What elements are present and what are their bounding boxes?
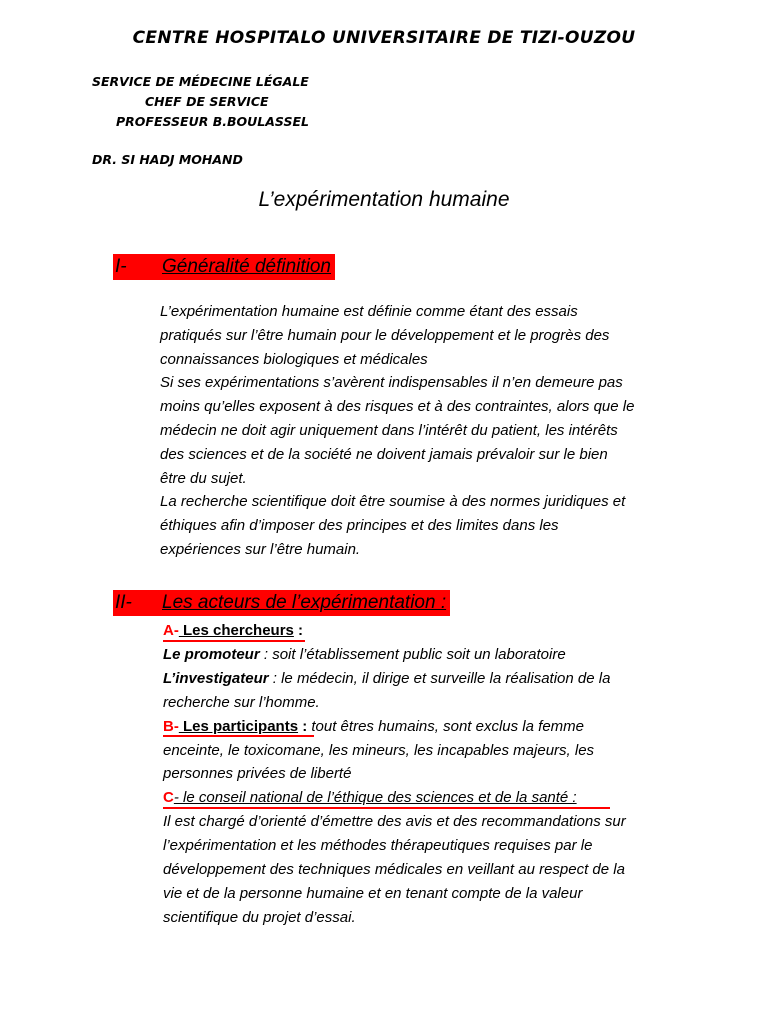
- role-investigateur: L’investigateur: [163, 669, 269, 687]
- document-title: L’expérimentation humaine: [258, 188, 510, 211]
- role-text: : le médecin, il dirige et surveille la réalisation de la: [268, 669, 611, 687]
- body-line: recherche sur l’homme.: [163, 693, 320, 711]
- sub-heading-suffix: :: [293, 622, 304, 639]
- body-line: des sciences et de la société ne doivent jamais prévaloir sur le bien: [160, 445, 608, 463]
- section-2-number: II-: [115, 592, 132, 613]
- section-2-body: [163, 619, 723, 930]
- body-line: La recherche scientifique doit être soumise à des normes juridiques et: [160, 493, 626, 511]
- institution-title: CENTRE HOSPITALO UNIVERSITAIRE DE TIZI-OUZOU: [132, 28, 636, 48]
- role-promoteur: Le promoteur: [163, 645, 260, 663]
- participants-text: tout êtres humains, sont exclus la femme: [307, 717, 584, 735]
- role-text: : soit l’établissement public soit un laboratoire: [259, 645, 566, 663]
- body-line: enceinte, le toxicomane, les mineurs, les incapables majeurs, les: [163, 741, 595, 759]
- chef-line: CHEF DE SERVICE: [145, 94, 269, 109]
- body-line: être du sujet.: [160, 469, 247, 487]
- body-line: éthiques afin d’imposer des principes et des limites dans les: [160, 517, 559, 535]
- professeur-line: PROFESSEUR B.BOULASSEL: [116, 114, 309, 129]
- sub-heading-label: Les participants: [178, 717, 299, 735]
- underline-b: [163, 735, 314, 737]
- body-line: scientifique du projet d’essai.: [163, 908, 356, 926]
- conseil-heading: - le conseil national de l’éthique des sciences et de la santé :: [173, 789, 577, 807]
- service-line: SERVICE DE MÉDECINE LÉGALE: [92, 74, 309, 89]
- sub-heading-letter: C: [163, 789, 174, 807]
- body-line: moins qu’elles exposent à des risques et à des contraintes, alors que le: [160, 398, 635, 416]
- section-1-heading: [113, 254, 335, 280]
- body-line: L’expérimentation humaine est définie comme étant des essais: [160, 303, 578, 320]
- section-1-number: I-: [115, 256, 127, 277]
- section-2-heading: [113, 590, 450, 616]
- sub-heading-suffix: :: [298, 717, 308, 735]
- body-line: médecin ne doit agir uniquement dans l’intérêt du patient, les intérêts: [160, 421, 618, 439]
- body-line: pratiqués sur l’être humain pour le développement et le progrès des: [160, 326, 610, 344]
- section-1-body: [160, 300, 720, 562]
- body-line: développement des techniques médicales en veillant au respect de la: [163, 861, 625, 879]
- body-line: personnes privées de liberté: [163, 765, 352, 783]
- author-line: DR. SI HADJ MOHAND: [92, 152, 243, 167]
- body-line: l’expérimentation et les méthodes thérapeutiques requises par le: [163, 837, 593, 855]
- body-line: vie et de la personne humaine et en tenant compte de la valeur: [163, 884, 583, 902]
- sub-heading-label: Les chercheurs: [178, 622, 294, 639]
- sub-heading-letter: B-: [163, 717, 179, 735]
- body-line: expériences sur l’être humain.: [160, 540, 361, 558]
- underline-a: [163, 640, 305, 642]
- body-line: Il est chargé d’orienté d’émettre des avis et des recommandations sur: [163, 813, 626, 831]
- section-1-title: Généralité définition: [162, 256, 331, 277]
- underline-c: [163, 807, 610, 809]
- sub-heading-letter: A-: [163, 622, 179, 639]
- body-line: Si ses expérimentations s’avèrent indispensables il n’en demeure pas: [160, 374, 623, 392]
- body-line: connaissances biologiques et médicales: [160, 350, 428, 368]
- section-2-title: Les acteurs de l’expérimentation :: [162, 592, 447, 613]
